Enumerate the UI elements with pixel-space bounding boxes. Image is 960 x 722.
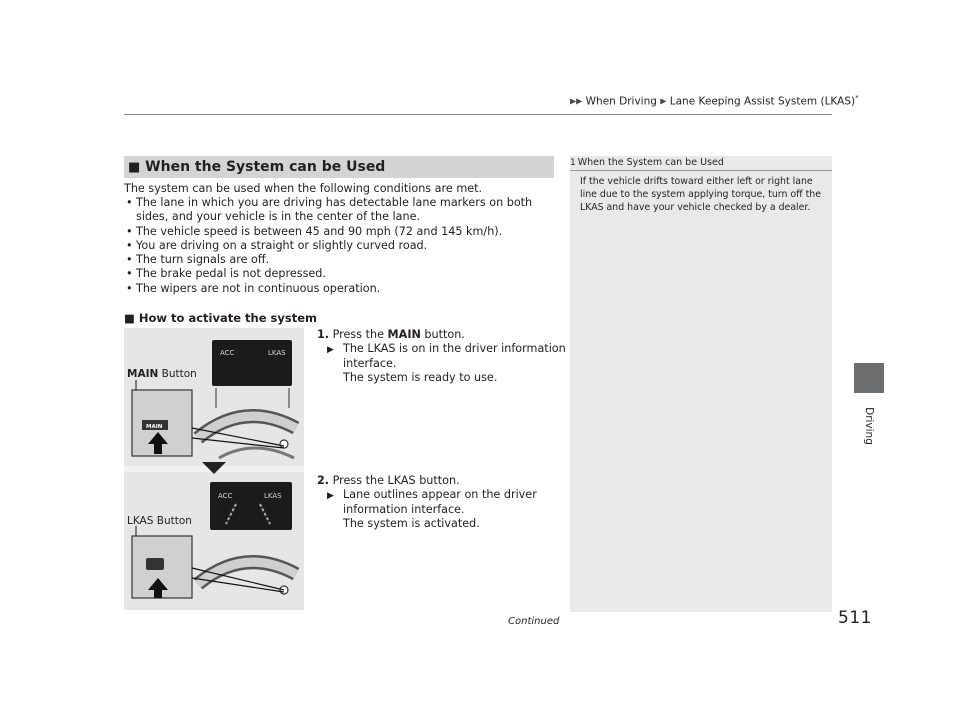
main-label-bold: MAIN: [127, 368, 159, 380]
main-button-text: MAIN: [146, 424, 163, 430]
note-panel: [570, 156, 832, 612]
subsection-title: How to activate the system: [138, 311, 317, 325]
intro-text: The system can be used when the following conditions are met.: [124, 182, 483, 195]
step-1: [317, 328, 567, 385]
breadcrumb-part-driving: When Driving: [585, 95, 657, 108]
note-title: [570, 157, 832, 171]
subsection-heading: [124, 311, 317, 325]
list-item: • The vehicle speed is between 45 and 90 mph (72 and 145 km/h).: [124, 225, 564, 239]
list-item: • The turn signals are off.: [124, 253, 564, 267]
conditions-list: [124, 196, 564, 296]
lkas-button-callout: LKAS Button: [127, 515, 192, 527]
optional-mark: *: [855, 94, 859, 102]
step-post: button.: [424, 328, 465, 341]
display-acc-label-2: ACC: [218, 492, 233, 500]
step-number: 1.: [317, 328, 330, 341]
breadcrumb-part-lkas: Lane Keeping Assist System (LKAS): [669, 95, 856, 108]
breadcrumb: [570, 94, 859, 108]
page-number: 511: [838, 608, 872, 628]
triangle-icon: ▶▶: [570, 96, 583, 106]
result-line: The system is activated.: [343, 516, 480, 530]
display-acc-label: ACC: [220, 349, 235, 357]
chapter-tab: [854, 363, 884, 393]
section-heading: [124, 156, 554, 178]
result-line: Lane outlines appear on the driver information interface.: [343, 488, 537, 516]
display-lkas-label-2: LKAS: [264, 492, 282, 500]
result-line: The system is ready to use.: [343, 370, 498, 384]
result-line: The LKAS is on in the driver information interface.: [343, 342, 566, 370]
result-arrow-icon: ▶: [327, 345, 334, 356]
triangle-icon: ▶: [660, 96, 667, 106]
note-title-text: When the System can be Used: [577, 157, 724, 168]
list-item: • You are driving on a straight or slightly curved road.: [124, 239, 564, 253]
note-body: If the vehicle drifts toward either left or right lane line due to the system applying torque, turn off the LKAS and have your vehicle checked by a dealer.: [580, 176, 821, 213]
display-lkas-label: LKAS: [268, 349, 286, 357]
continued-label: Continued: [508, 616, 560, 627]
step-text: Press the LKAS button.: [332, 474, 460, 487]
list-item: • The lane in which you are driving has detectable lane markers on both sides, and your vehicle is in the center of the lane.: [124, 196, 564, 225]
step-number: 2.: [317, 474, 330, 487]
header-rule: [124, 114, 832, 115]
step-2-instruction: [317, 474, 567, 488]
list-item: • The brake pedal is not depressed.: [124, 267, 564, 281]
step-1-result: [327, 342, 567, 385]
result-arrow-icon: ▶: [327, 491, 334, 502]
subsection-marker: ■: [124, 311, 135, 325]
note-ref-icon: 1: [570, 158, 576, 168]
section-title: When the System can be Used: [145, 159, 386, 175]
step-2-result: [327, 488, 567, 531]
step-pre: Press the: [332, 328, 384, 341]
section-marker: ■: [128, 160, 141, 175]
step-2: [317, 474, 567, 531]
main-button-callout: [127, 368, 197, 380]
step-key: MAIN: [387, 328, 421, 341]
main-label-rest: Button: [161, 368, 197, 380]
chapter-label: Driving: [863, 407, 875, 445]
step-1-instruction: [317, 328, 567, 342]
list-item: • The wipers are not in continuous operation.: [124, 282, 564, 296]
